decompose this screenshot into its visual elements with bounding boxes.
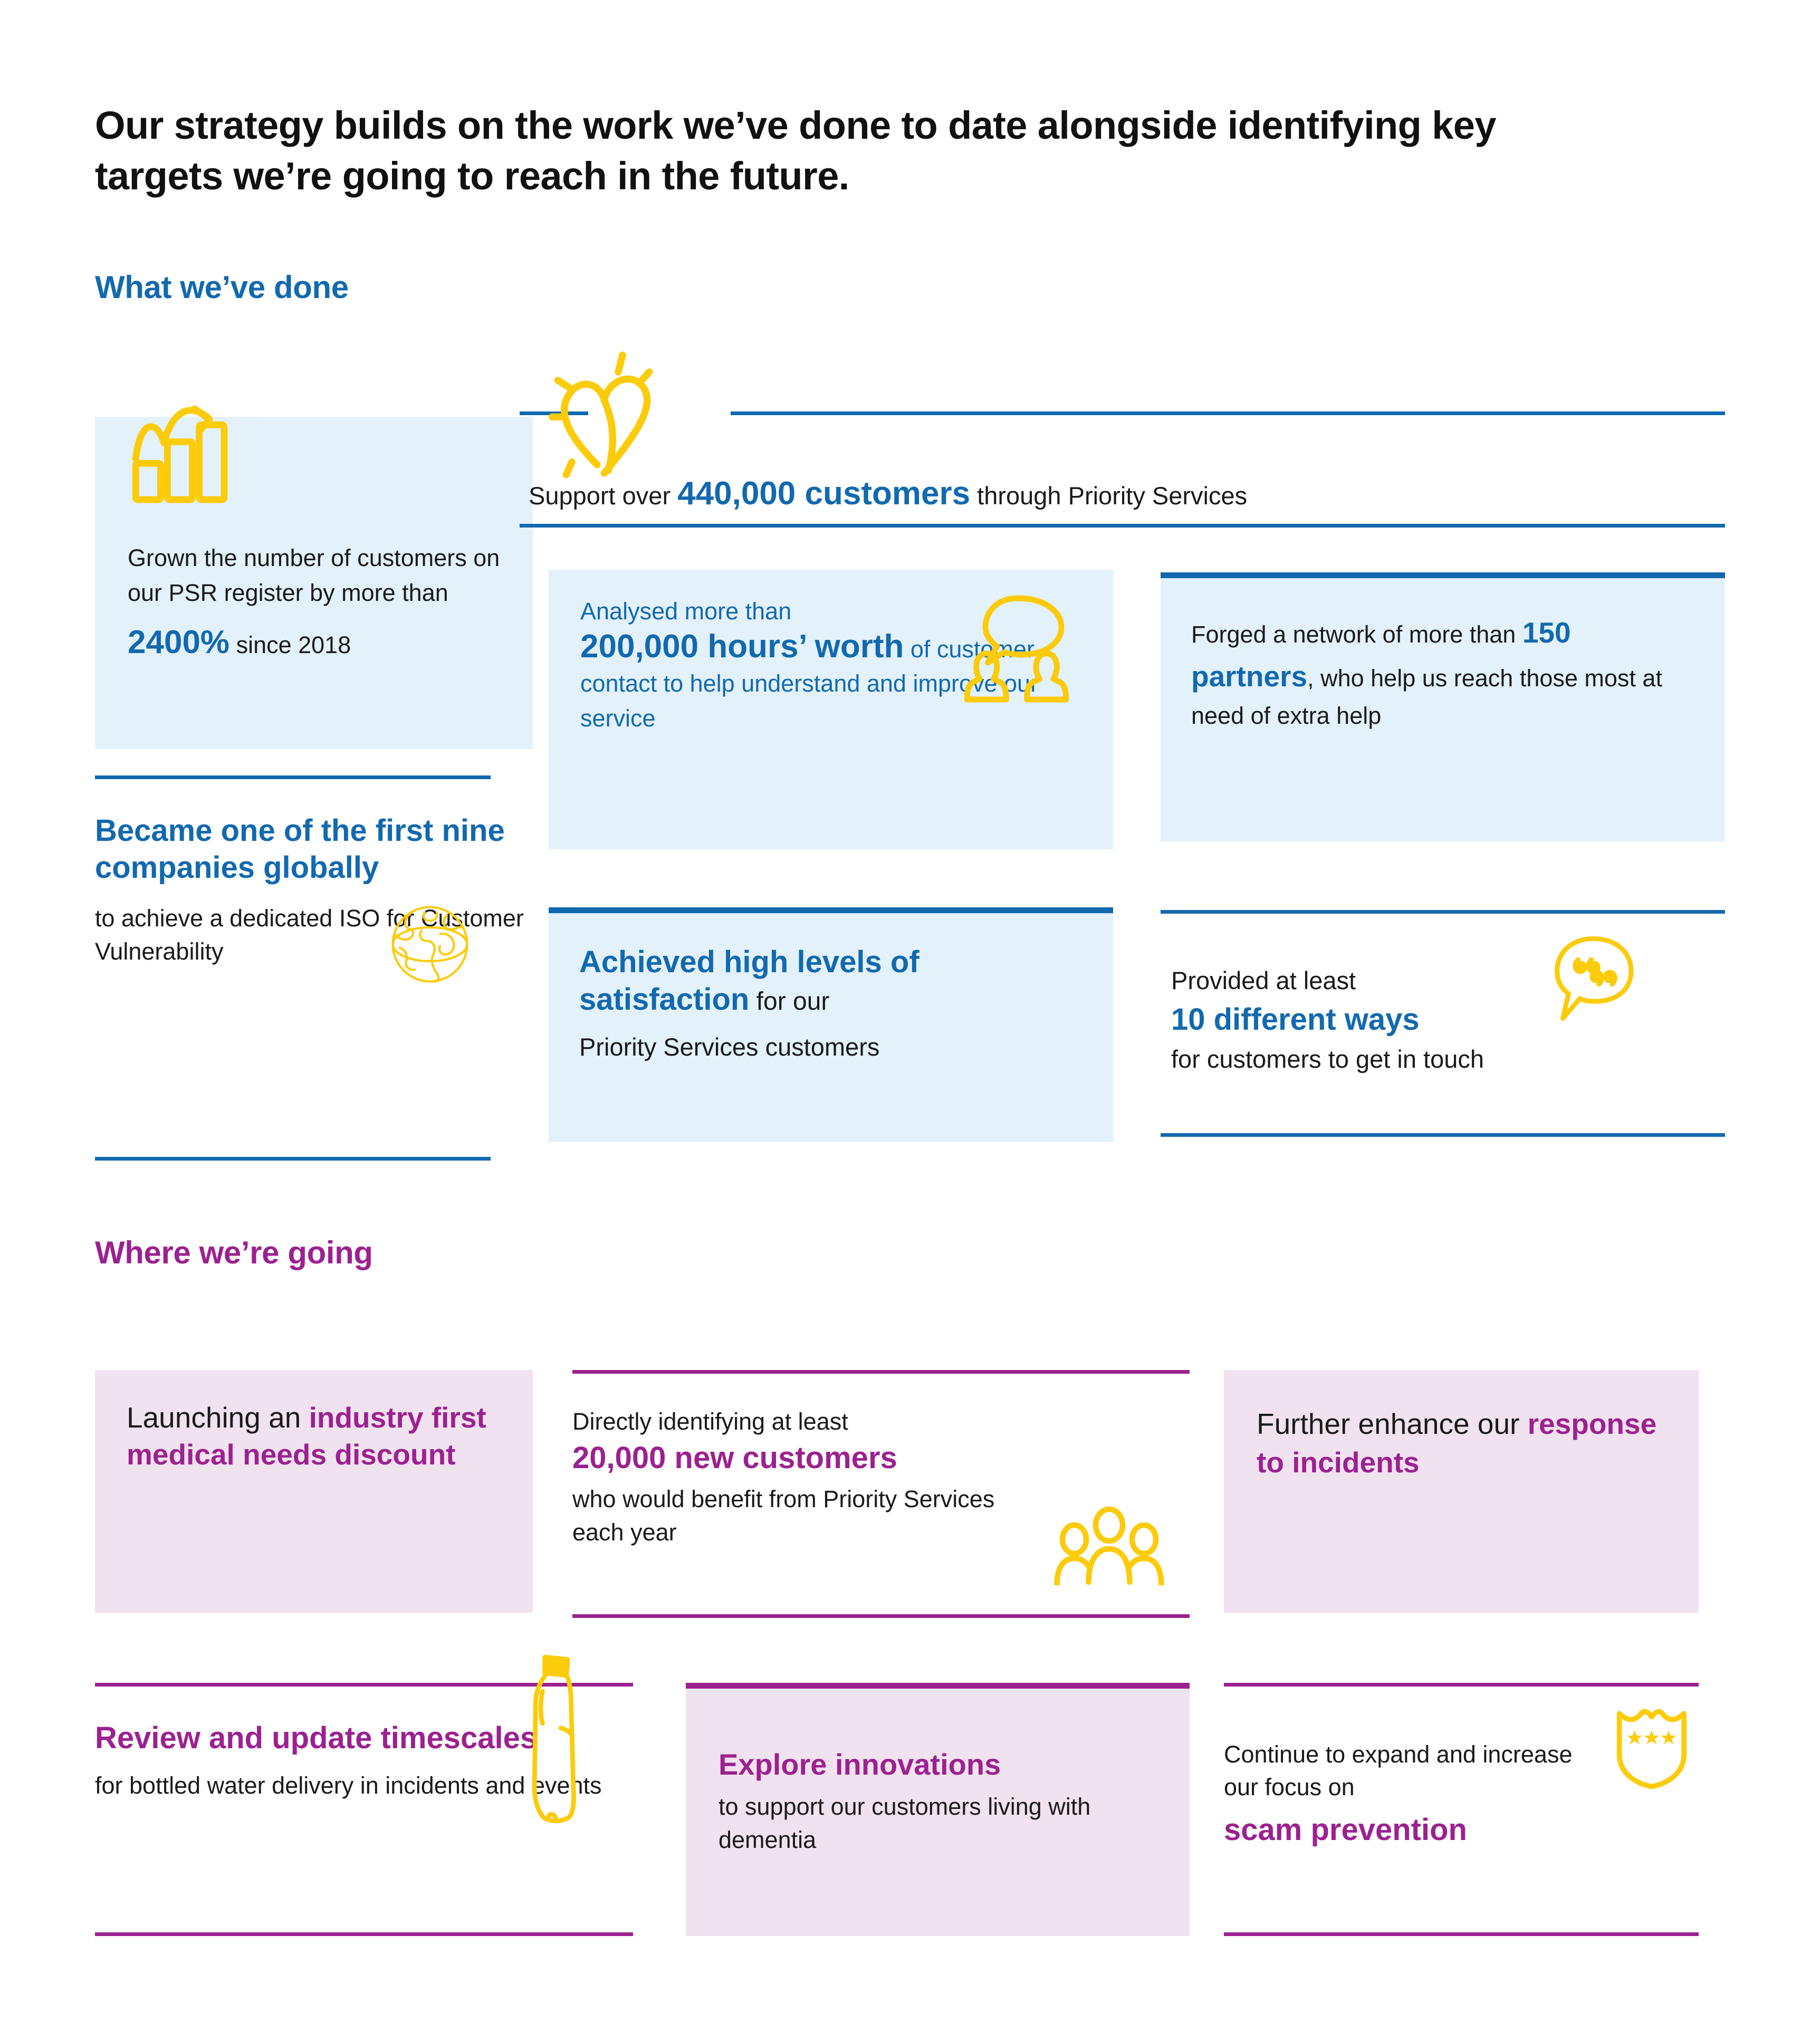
card-partners-stat: 150 partners [1191,616,1571,693]
banner-text [529,475,1721,512]
banner-suffix: through Priority Services [970,482,1248,510]
card-hours-stat: 200,000 hours’ worth [580,628,904,665]
speech-bubble-people-icon [960,591,1087,707]
card-explore-sub: to support our customers living with dementia [719,1793,1091,1854]
card-globe-rule-top [95,775,491,779]
card-20k-rule-top [572,1370,1190,1374]
card-review-rule-bottom [95,1932,633,1936]
card-20k-line2: who would benefit from Priority Services each year [572,1486,995,1546]
card-ways-stat: 10 different ways [1171,1002,1420,1037]
card-partners-suffix: , who help us reach those most at need of extra help [1191,664,1662,729]
card-medical-needs-discount [95,1370,533,1613]
card-psr-stat-row [128,624,500,661]
card-launch-prefix: Launching an [127,1401,309,1434]
card-satisfaction-headline: Achieved high levels of satisfaction [579,945,919,1017]
card-scam-line1: Continue to expand and increase our focus on [1224,1741,1573,1801]
card-response-to-incidents [1224,1370,1699,1613]
card-launch-text [127,1399,501,1473]
card-psr-stat: 2400% [128,624,230,661]
banner-prefix: Support over [529,482,678,510]
card-partners-text [1191,611,1694,734]
card-ways-rule-top [1161,910,1725,914]
section-heading-where-were-going: Where we’re going [95,1235,373,1270]
card-satisfaction-headline-row [579,944,1083,1019]
three-people-icon [1052,1506,1166,1585]
banner-highlight: 440,000 customers [677,475,971,512]
card-partners-network [1161,572,1725,841]
card-scam-stat: scam prevention [1224,1813,1467,1847]
card-review-headline: Review and update timescales [95,1721,538,1755]
banner-rule-right [731,411,1725,415]
quote-bubble-icon [1546,931,1641,1026]
heart-icon [538,343,707,485]
card-incidents-highlight: response to incidents [1257,1407,1657,1479]
section-heading-what-weve-done: What we’ve done [95,270,349,305]
card-satisfaction-headline-tail: for our [749,987,830,1016]
card-20k-rule-bottom [572,1614,1190,1618]
card-review-sub: for bottled water delivery in incidents and events [95,1771,602,1799]
card-explore-innovations [686,1683,1190,1936]
card-ways-rule-bottom [1161,1133,1725,1137]
card-incidents-prefix: Further enhance our [1257,1407,1528,1440]
card-psr-stat-suffix: since 2018 [229,631,351,659]
card-ways-line1: Provided at least [1171,966,1356,994]
water-bottle-icon [520,1651,588,1825]
card-scam-rule-top [1224,1683,1699,1687]
globe-icon [388,902,472,986]
card-incidents-text [1257,1405,1667,1482]
card-globe-sub: to achieve a dedicated ISO for Customer Vulnerability [95,905,524,965]
card-scam-rule-bottom [1224,1932,1699,1936]
card-satisfaction-sub: Priority Services customers [579,1032,880,1061]
card-hours-line2: of customer contact to help understand and improve our service [580,635,1039,732]
bar-chart-growth-icon [127,393,240,506]
card-ways-line2: for customers to get in touch [1171,1045,1484,1074]
card-psr-text: Grown the number of customers on our PSR register by more than [128,544,500,606]
banner-rule-bottom [520,524,1725,528]
card-hours-line1: Analysed more than [580,598,792,625]
shield-stars-icon [1614,1704,1691,1791]
card-launch-highlight: industry first medical needs discount [127,1401,486,1471]
page-title: Our strategy builds on the work we’ve done to date alongside identifying key targets we’re going to reach in the future. [95,103,1496,198]
card-20k-line1: Directly identifying at least [572,1408,848,1435]
card-explore-headline: Explore innovations [719,1748,1001,1781]
card-globe-rule-bottom [95,1157,491,1161]
card-satisfaction [549,907,1113,1142]
card-partners-prefix: Forged a network of more than [1191,621,1522,648]
card-globe-headline: Became one of the first nine companies globally [95,813,505,885]
card-20k-stat: 20,000 new customers [572,1441,897,1476]
